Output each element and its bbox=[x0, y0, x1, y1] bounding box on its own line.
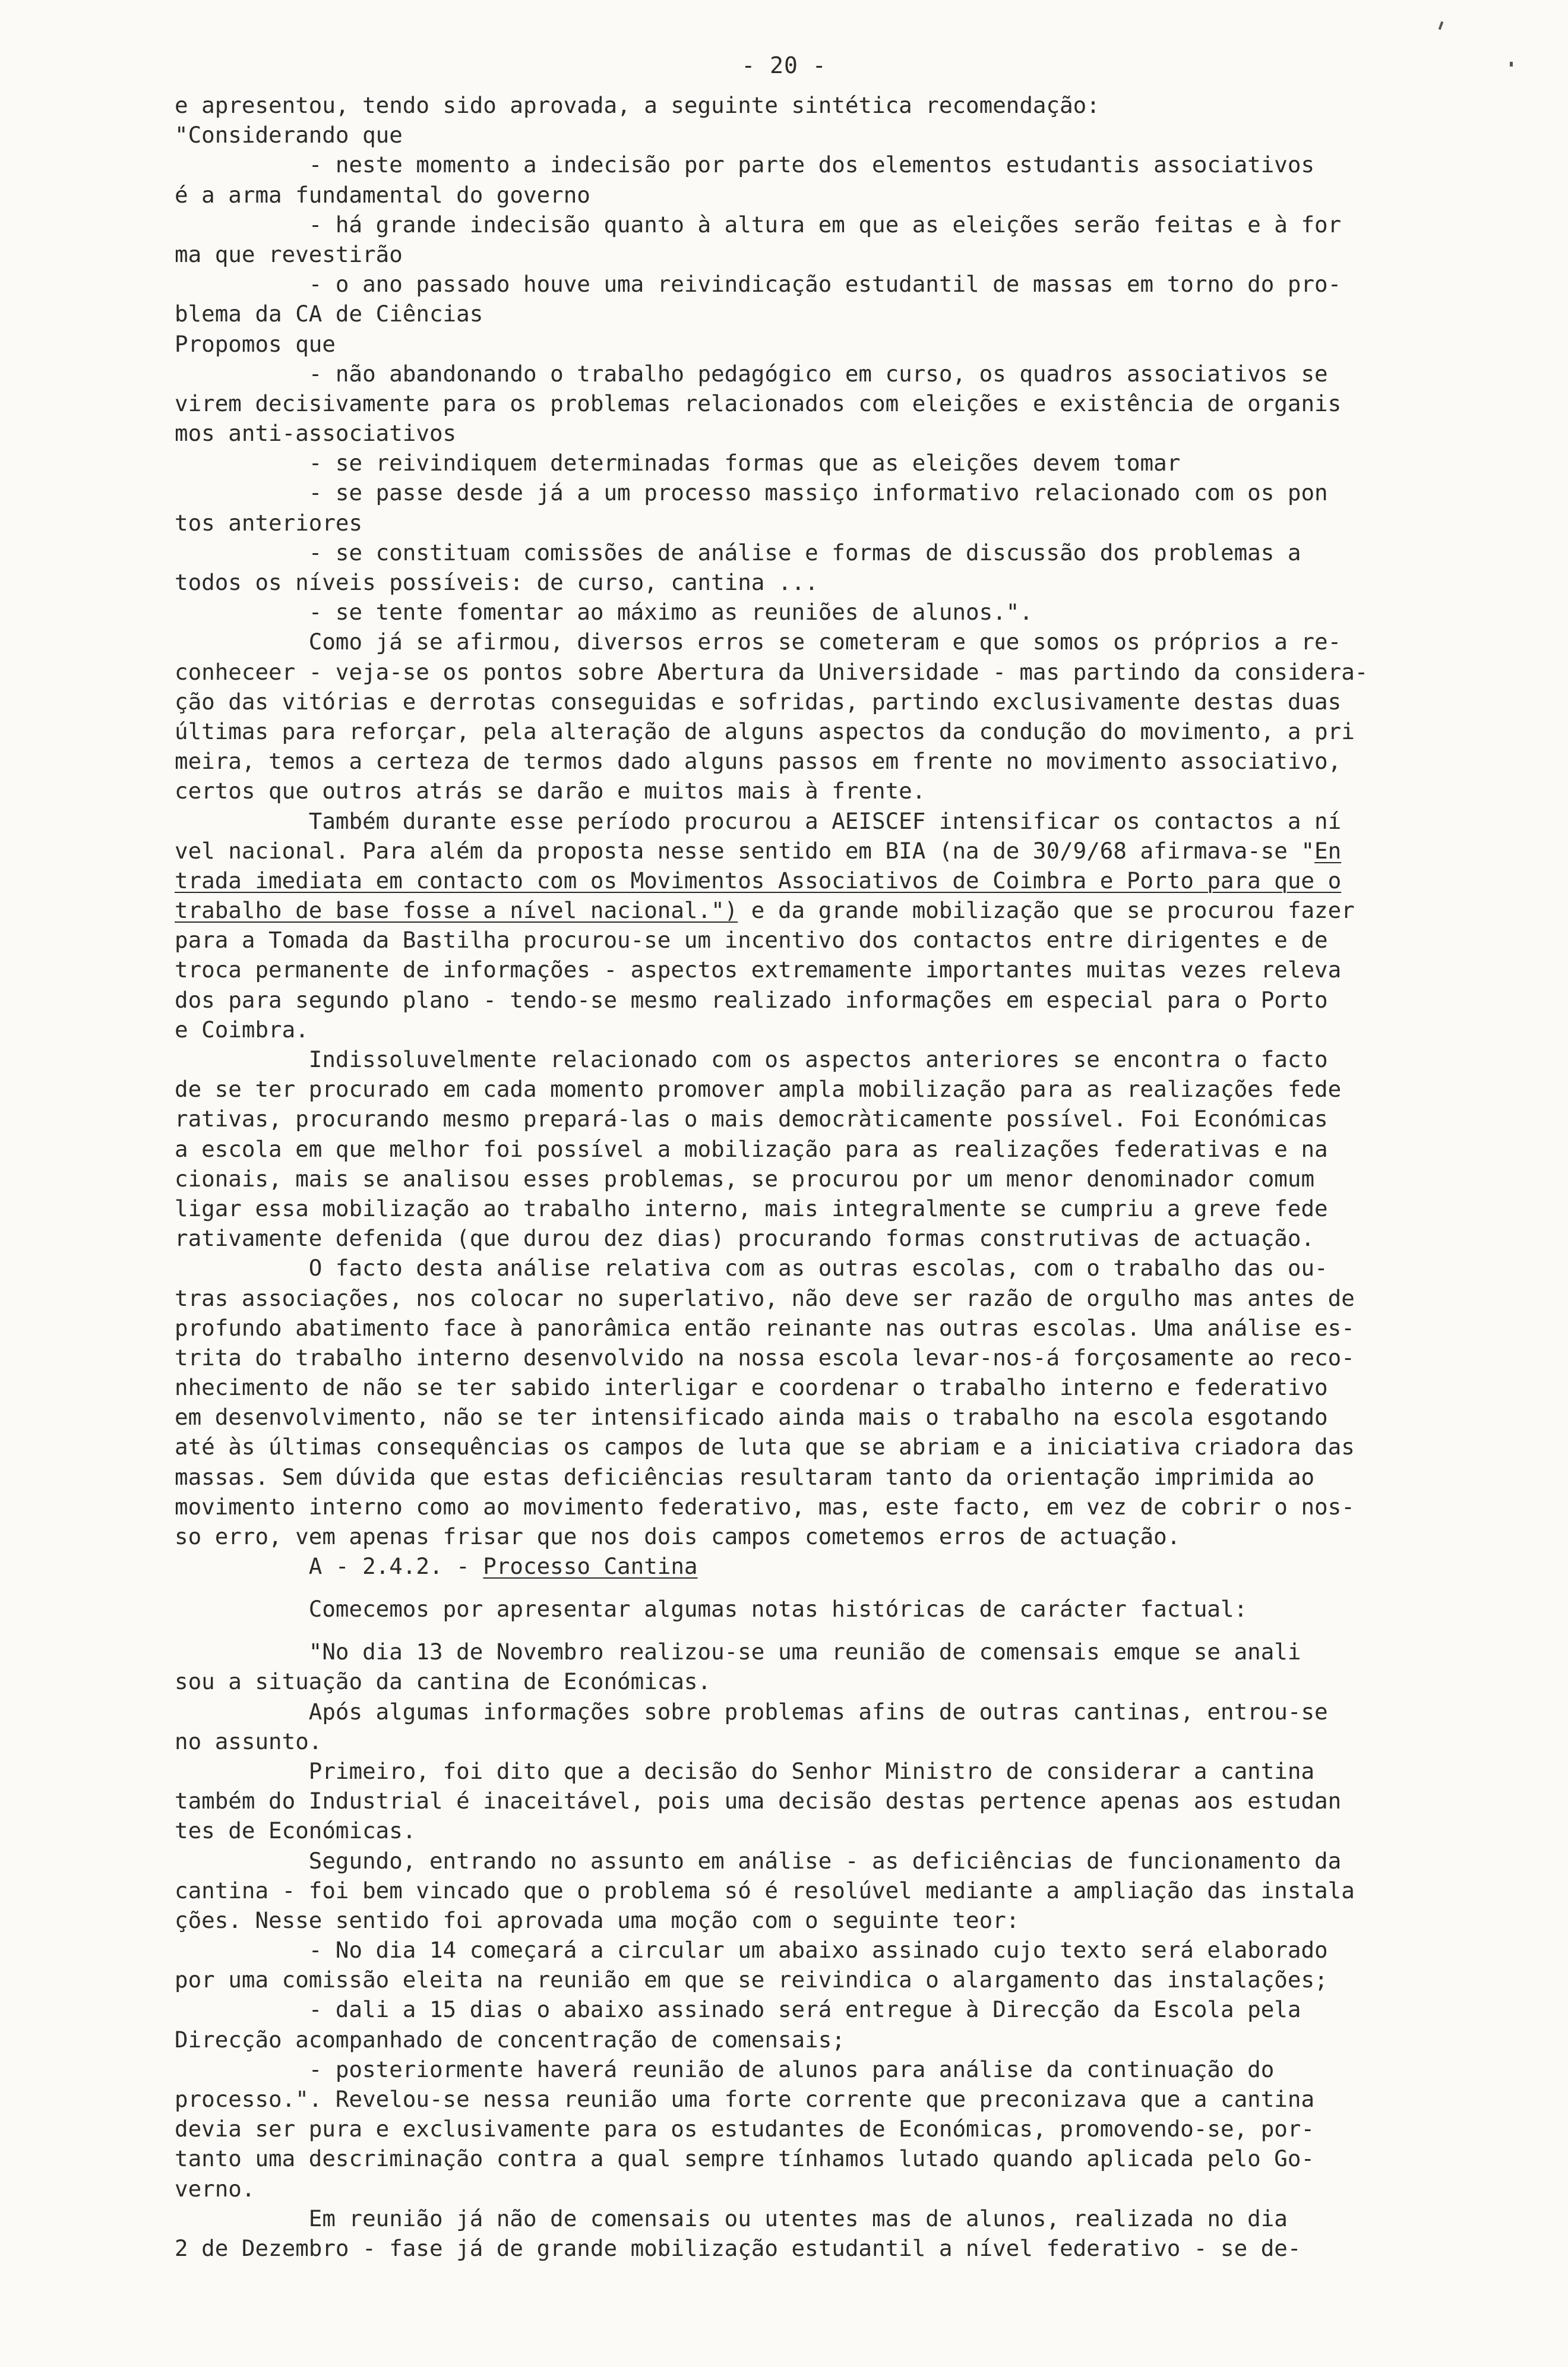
text-line: cantina - foi bem vincado que o problema só é resolúvel mediante a ampliação das instala bbox=[175, 1877, 1355, 1904]
text-line: - se reivindiquem determinadas formas que as eleições devem tomar bbox=[175, 450, 1181, 476]
text-line: movimento interno como ao movimento federativo, mas, este facto, em vez de cobrir o nos- bbox=[175, 1493, 1355, 1520]
underlined-text: En bbox=[1314, 837, 1342, 864]
text-line: cionais, mais se analisou esses problemas, se procurou por um menor denominador comum bbox=[175, 1165, 1315, 1192]
text-line: por uma comissão eleita na reunião em que se reivindica o alargamento das instalações; bbox=[175, 1967, 1328, 1993]
text-line: trabalho de base fosse a nível nacional.") e da grande mobilização que se procurou fazer bbox=[175, 897, 1355, 924]
text-line: Direcção acompanhado de concentração de comensais; bbox=[175, 2026, 845, 2053]
text-line: certos que outros atrás se darão e muitos mais à frente. bbox=[175, 778, 926, 804]
text-line: últimas para reforçar, pela alteração de alguns aspectos da condução do movimento, a pri bbox=[175, 718, 1355, 744]
text-line: nhecimento de não se ter sabido interligar e coordenar o trabalho interno e federativo bbox=[175, 1374, 1328, 1401]
text-line: profundo abatimento face à panorâmica então reinante nas outras escolas. Uma análise es- bbox=[175, 1314, 1355, 1341]
text-line: virem decisivamente para os problemas relacionados com eleições e existência de organis bbox=[175, 390, 1342, 416]
page-number: - 20 - bbox=[741, 52, 827, 78]
text-line: Propomos que bbox=[175, 330, 336, 357]
text-line: - o ano passado houve uma reivindicação estudantil de massas em torno do pro- bbox=[175, 271, 1342, 298]
text-line: devia ser pura e exclusivamente para os estudantes de Económicas, promovendo-se, por- bbox=[175, 2116, 1315, 2142]
text-line: até às últimas consequências os campos de luta que se abriam e a iniciativa criadora das bbox=[175, 1434, 1355, 1460]
text-line: rativamente defenida (que durou dez dias) procurando formas construtivas de actuação. bbox=[175, 1225, 1315, 1252]
text-line: O facto desta análise relativa com as outras escolas, com o trabalho das ou- bbox=[175, 1255, 1328, 1282]
text-line: verno. bbox=[175, 2175, 255, 2202]
text-line: - No dia 14 começará a circular um abaixo assinado cujo texto será elaborado bbox=[175, 1937, 1328, 1964]
text-line: ção das vitórias e derrotas conseguidas e sofridas, partindo exclusivamente destas duas bbox=[175, 688, 1342, 715]
text-line: para a Tomada da Bastilha procurou-se um incentivo dos contactos entre dirigentes e de bbox=[175, 927, 1328, 954]
section-heading: A - 2.4.2. - Processo Cantina bbox=[175, 1553, 698, 1580]
underlined-text: trada imediata em contacto com os Movimentos Associativos de Coimbra e Porto para que o bbox=[175, 867, 1342, 894]
text-line: a escola em que melhor foi possível a mobilização para as realizações federativas e na bbox=[175, 1135, 1328, 1162]
text-line: ligar essa mobilização ao trabalho interno, mais integralmente se cumpriu a greve fede bbox=[175, 1195, 1328, 1222]
text-line: 2 de Dezembro - fase já de grande mobilização estudantil a nível federativo - se de- bbox=[175, 2235, 1301, 2261]
text-line: Primeiro, foi dito que a decisão do Senhor Ministro de considerar a cantina bbox=[175, 1757, 1315, 1784]
text-line: também do Industrial é inaceitável, pois uma decisão destas pertence apenas aos estudan bbox=[175, 1788, 1342, 1814]
text-line: massas. Sem dúvida que estas deficiências resultaram tanto da orientação imprimida ao bbox=[175, 1463, 1315, 1490]
text-line: tos anteriores bbox=[175, 509, 363, 536]
text-line: conheceer - veja-se os pontos sobre Abertura da Universidade - mas partindo da considera- bbox=[175, 658, 1368, 685]
underlined-text: trabalho de base fosse a nível nacional.") bbox=[175, 897, 738, 924]
text-line: "No dia 13 de Novembro realizou-se uma reunião de comensais emque se anali bbox=[175, 1639, 1301, 1665]
text-line: é a arma fundamental do governo bbox=[175, 181, 590, 208]
text-line: mos anti-associativos bbox=[175, 420, 457, 447]
text-line: - dali a 15 dias o abaixo assinado será entregue à Direcção da Escola pela bbox=[175, 1996, 1301, 2023]
text-line: meira, temos a certeza de termos dado alguns passos em frente no movimento associativo, bbox=[175, 748, 1342, 775]
text-line: Em reunião já não de comensais ou utentes mas de alunos, realizada no dia bbox=[175, 2205, 1288, 2232]
text-line: em desenvolvimento, não se ter intensificado ainda mais o trabalho na escola esgotando bbox=[175, 1404, 1328, 1431]
text-line: ma que revestirão bbox=[175, 241, 403, 267]
text-line: so erro, vem apenas frisar que nos dois campos cometemos erros de actuação. bbox=[175, 1523, 1181, 1549]
text-line: tanto uma descriminação contra a qual sempre tínhamos lutado quando aplicada pelo Go- bbox=[175, 2145, 1315, 2172]
text-line: - posteriormente haverá reunião de alunos para análise da continuação do bbox=[175, 2056, 1275, 2082]
text-line: de se ter procurado em cada momento promover ampla mobilização para as realizações fede bbox=[175, 1076, 1342, 1103]
text-line: ções. Nesse sentido foi aprovada uma moção com o seguinte teor: bbox=[175, 1907, 1020, 1933]
text-line bbox=[175, 866, 1481, 895]
heading-title: Processo Cantina bbox=[483, 1553, 698, 1580]
text-line: Após algumas informações sobre problemas afins de outras cantinas, entrou-se bbox=[175, 1698, 1328, 1725]
text-line: tes de Económicas. bbox=[175, 1817, 416, 1844]
text-line: rativas, procurando mesmo prepará-las o mais democràticamente possível. Foi Económicas bbox=[175, 1106, 1328, 1132]
text-line: dos para segundo plano - tendo-se mesmo realizado informações em especial para o Porto bbox=[175, 986, 1328, 1013]
scan-mark bbox=[1439, 21, 1444, 30]
text-line: Comecemos por apresentar algumas notas históricas de carácter factual: bbox=[175, 1596, 1248, 1623]
text-line: troca permanente de informações - aspectos extremamente importantes muitas vezes releva bbox=[175, 957, 1342, 983]
text-line: - se constituam comissões de análise e formas de discussão dos problemas a bbox=[175, 539, 1301, 566]
text-line: - não abandonando o trabalho pedagógico em curso, os quadros associativos se bbox=[175, 360, 1328, 387]
body-text bbox=[175, 90, 1481, 2263]
text-line: e Coimbra. bbox=[175, 1016, 309, 1043]
text-line: sou a situação da cantina de Económicas. bbox=[175, 1668, 712, 1695]
text-line: "Considerando que bbox=[175, 122, 403, 149]
text-line: vel nacional. Para além da proposta nesse sentido em BIA (na de 30/9/68 afirmava-se "En bbox=[175, 837, 1342, 864]
text-line: e apresentou, tendo sido aprovada, a seguinte sintética recomendação: bbox=[175, 92, 1100, 118]
text-line: todos os níveis possíveis: de curso, cantina ... bbox=[175, 569, 818, 595]
text-line: no assunto. bbox=[175, 1728, 323, 1754]
text-line: - neste momento a indecisão por parte dos elementos estudantis associativos bbox=[175, 152, 1315, 178]
text-line: Como já se afirmou, diversos erros se cometeram e que somos os próprios a re- bbox=[175, 629, 1342, 655]
text-line: trita do trabalho interno desenvolvido na nossa escola levar-nos-á forçosamente ao reco- bbox=[175, 1344, 1355, 1371]
text-line: Segundo, entrando no assunto em análise - as deficiências de funcionamento da bbox=[175, 1847, 1342, 1874]
text-line: Indissoluvelmente relacionado com os aspectos anteriores se encontra o facto bbox=[175, 1046, 1328, 1072]
text-line: Também durante esse período procurou a AEISCEF intensificar os contactos a ní bbox=[175, 807, 1342, 834]
text-line: tras associações, nos colocar no superlativo, não deve ser razão de orgulho mas antes de bbox=[175, 1285, 1355, 1311]
text-line: processo.". Revelou-se nessa reunião uma forte corrente que preconizava que a cantina bbox=[175, 2086, 1315, 2112]
text-line: blema da CA de Ciências bbox=[175, 301, 483, 327]
text-line: - se tente fomentar ao máximo as reuniões de alunos.". bbox=[175, 599, 1033, 626]
text-line: - se passe desde já a um processo massiço informativo relacionado com os pon bbox=[175, 479, 1328, 506]
text-line: - há grande indecisão quanto à altura em que as eleições serão feitas e à for bbox=[175, 211, 1342, 238]
